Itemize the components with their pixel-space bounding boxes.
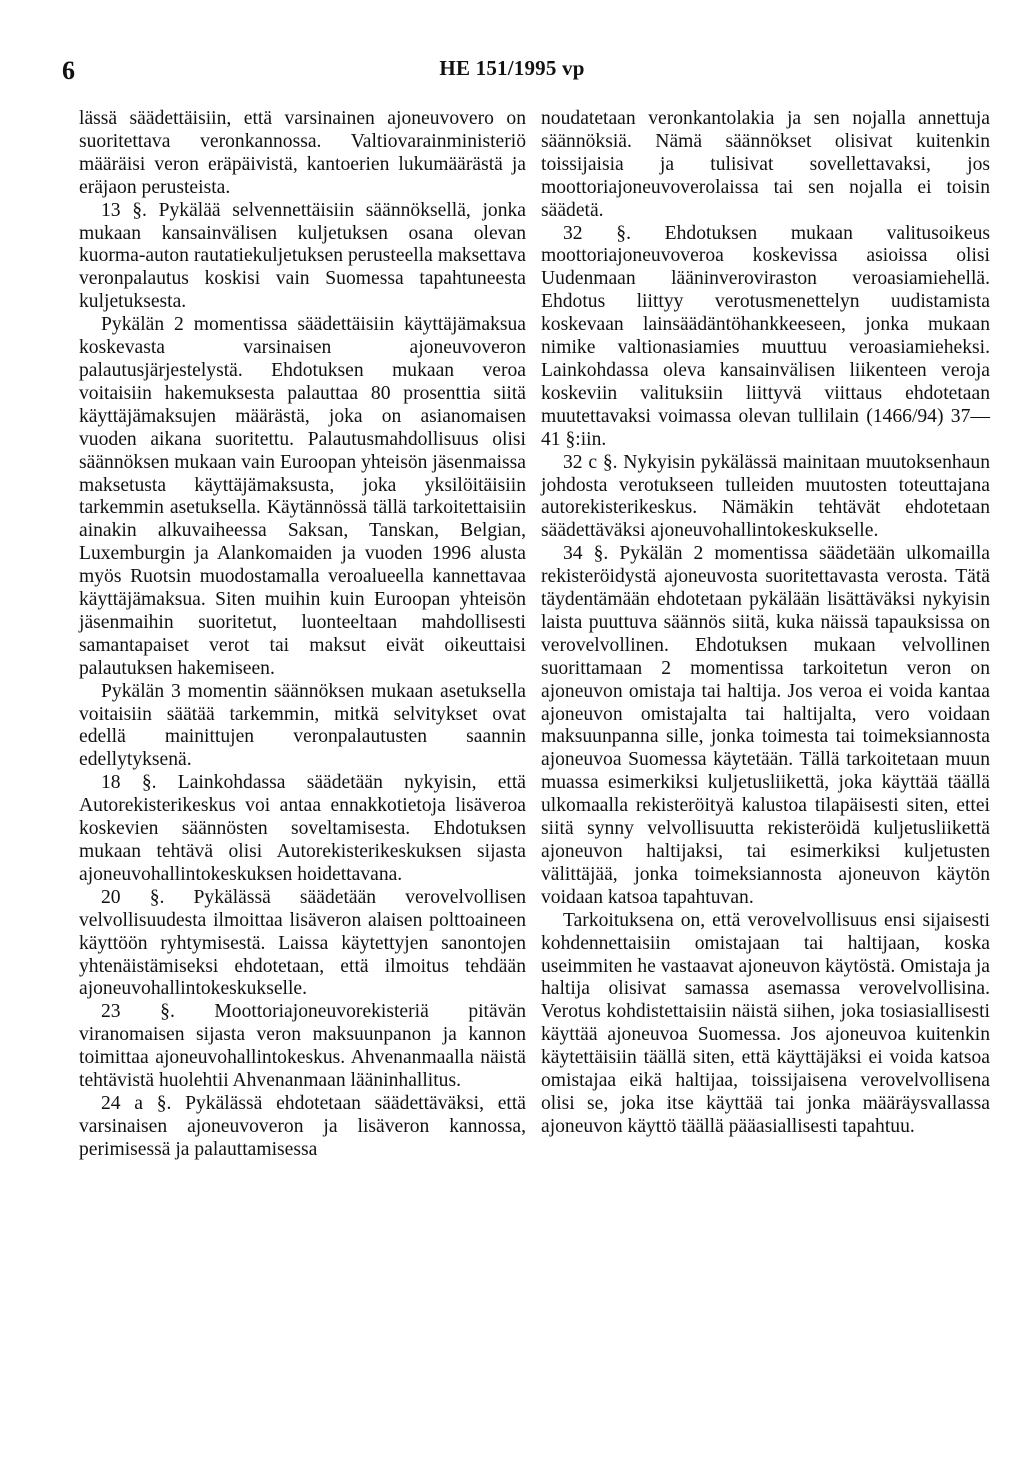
paragraph: 24 a §. Pykälässä ehdotetaan säädettäväksi, että varsinaisen ajoneuvoveron ja lisäveron kannossa, perimisessä ja palauttamisessa: [79, 1092, 526, 1160]
paragraph: 32 §. Ehdotuksen mukaan valitusoikeus moottoriajoneuvoveroa koskevissa asioissa olisi Uudenmaan lääninveroviraston veroasiamiehellä. Ehdotus liittyy verotusmenettelyn uudistamista koskevaan lainsäädäntöhankkeeseen, jonka mukaan nimike valtionasiamies muuttuu veroasiamieheksi. Lainkohdassa oleva kansainvälisen liikenteen veroja koskeviin valituksiin liittyvä viittaus ehdotetaan muutettavaksi voimassa olevan tullilain (1466/94) 37—41 §:iin.: [541, 222, 990, 450]
paragraph: Tarkoituksena on, että verovelvollisuus ensi sijaisesti kohdennettaisiin omistajaan tai haltijaan, koska useimmiten he vastaavat ajoneuvon käytöstä. Omistaja ja haltija olisivat samassa asemassa verovelvollisina. Verotus kohdistettaisiin näistä siihen, joka tosiasiallisesti käyttää ajoneuvoa Suomessa. Jos ajoneuvoa kuitenkin käytettäisiin täällä siten, että käyttäjäksi ei voida katsoa omistajaa eikä haltijaa, toissijaisena verovelvollisena olisi se, joka itse käyttää tai jonka määräysvallassa ajoneuvon käyttö täällä pääasiallisesti tapahtuu.: [541, 909, 990, 1137]
left-column: [79, 108, 526, 1162]
running-header: HE 151/1995 vp: [439, 56, 585, 80]
page-number: 6: [62, 56, 75, 85]
paragraph: 34 §. Pykälän 2 momentissa säädetään ulkomailla rekisteröidystä ajoneuvosta suoritettavasta verosta. Tätä täydentämään ehdotetaan pykälään lisättäväksi nykyisin laista puuttuva säännös siitä, kuka näissä tapauksissa on verovelvollinen. Ehdotuksen mukaan velvollinen suorittamaan 2 momentissa tarkoitetun veron on ajoneuvon omistaja tai haltija. Jos veroa ei voida kantaa ajoneuvon omistajalta tai haltijalta, vero voidaan maksuunpanna sille, jonka toimesta tai toimeksiannosta ajoneuvoa Suomessa käytetään. Tällä tarkoitetaan muun muassa esimerkiksi kuljetusliikettä, joka käyttää täällä ulkomaalla rekisteröityä kalustoa tilapäisesti siten, ettei siitä synny velvollisuutta rekisteröidä kuljetusliikettä ajoneuvon haltijaksi, tai esimerkiksi kuljetusten välittäjää, jonka toimeksiannosta ajoneuvon käytön voidaan katsoa tapahtuvan.: [541, 543, 990, 908]
paragraph: lässä säädettäisiin, että varsinainen ajoneuvovero on suoritettava veronkannossa. Valtiovarainministeriö määräisi veron eräpäivistä, kantoerien lukumäärästä ja eräjaon perusteista.: [79, 108, 526, 198]
paragraph: 13 §. Pykälää selvennettäisiin säännöksellä, jonka mukaan kansainvälisen kuljetuksen osana olevan kuorma-auton rautatiekuljetuksen perusteella maksettava veronpalautus koskisi vain Suomessa tapahtuneesta kuljetuksesta.: [79, 199, 526, 313]
paragraph: Pykälän 2 momentissa säädettäisiin käyttäjämaksua koskevasta varsinaisen ajoneuvoveron palautusjärjestelystä. Ehdotuksen mukaan veroa voitaisiin hakemuksesta palauttaa 80 prosenttia siitä käyttäjämaksujen määrästä, joka on asianomaisen vuoden aikana suoritettu. Palautusmahdollisuus olisi säännöksen mukaan vain Euroopan yhteisön jäsenmaissa maksetusta käyttäjämaksusta, joka yksilöitäisiin tarkemmin asetuksella. Käytännössä tällä tarkoitettaisiin ainakin alkuvaiheessa Saksan, Tanskan, Belgian, Luxemburgin ja Alankomaiden ja vuoden 1996 alusta myös Ruotsin muodostamalla veroalueella kannettavaa käyttäjämaksua. Siten muihin kuin Euroopan yhteisön jäsenmaihin suoritetut, luonteeltaan mahdollisesti samantapaiset verot tai maksut eivät oikeuttaisi palautuksen hakemiseen.: [79, 314, 526, 679]
paragraph: 32 c §. Nykyisin pykälässä mainitaan muutoksenhaun johdosta verotukseen tulleiden muutosten toteuttajana autorekisterikeskus. Nämäkin tehtävät ehdotetaan säädettäväksi ajoneuvohallintokeskukselle.: [541, 451, 990, 542]
paragraph: 20 §. Pykälässä säädetään verovelvollisen velvollisuudesta ilmoittaa lisäveron alaisen polttoaineen käyttöön ryhtymisestä. Laissa käytettyjen sanontojen yhtenäistämiseksi ehdotetaan, että ilmoitus tehdään ajoneuvohallintokeskukselle.: [79, 886, 526, 1000]
paragraph: Pykälän 3 momentin säännöksen mukaan asetuksella voitaisiin säätää tarkemmin, mitkä selvitykset ovat edellä mainittujen veronpalautusten saannin edellytyksenä.: [79, 680, 526, 771]
paragraph: 18 §. Lainkohdassa säädetään nykyisin, että Autorekisterikeskus voi antaa ennakkotietoja lisäveroa koskevien säännösten soveltamisesta. Ehdotuksen mukaan tehtävä olisi Autorekisterikeskuksen sijasta ajoneuvohallintokeskuksen hoidettavana.: [79, 772, 526, 885]
paragraph: 23 §. Moottoriajoneuvorekisteriä pitävän viranomaisen sijasta veron maksuunpanon ja kannon toimittaa ajoneuvohallintokeskus. Ahvenanmaalla näistä tehtävistä huolehtii Ahvenanmaan lääninhallitus.: [79, 1001, 526, 1092]
right-column: [541, 108, 990, 1139]
paragraph: noudatetaan veronkantolakia ja sen nojalla annettuja säännöksiä. Nämä säännökset olisivat kuitenkin toissijaisia ja tulisivat sovellettavaksi, jos moottoriajoneuvoverolaissa tai sen nojalla ei toisin säädetä.: [541, 108, 990, 221]
